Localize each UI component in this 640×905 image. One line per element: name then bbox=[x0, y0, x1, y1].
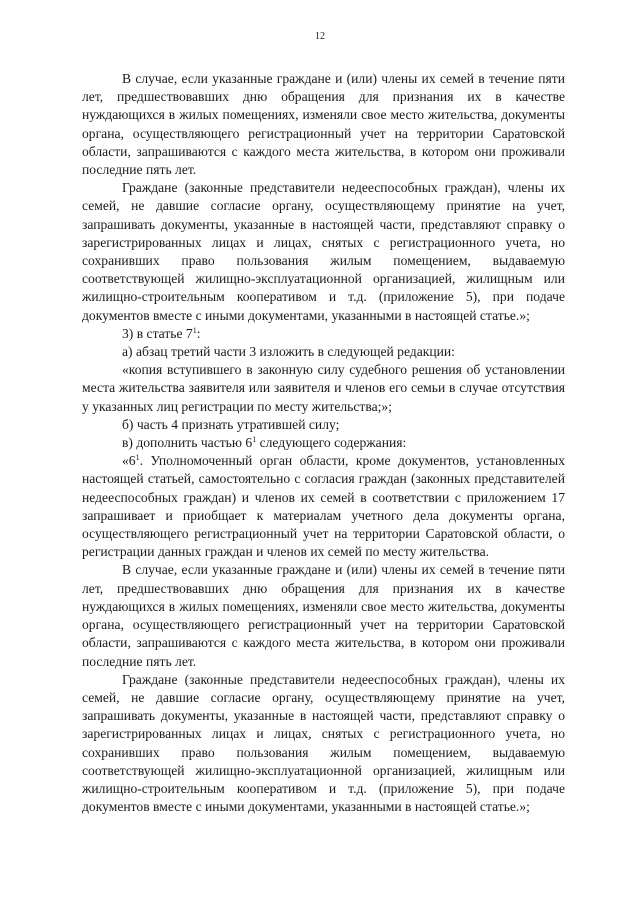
paragraph-1: В случае, если указанные граждане и (или) члены их семей в течение пяти лет, предшествовавших дню обращения для признания их в качестве нуждающихся в жилых помещениях, изменяли свое место жительства, документы органа, осуществляющего регистрационный учет на территории Саратовской области, запрашиваются с каждого места жительства, в котором они проживали последние пять лет. bbox=[82, 71, 565, 178]
paragraph-10: Граждане (законные представители недееспособных граждан), члены их семей, не давшие согласие органу, осуществляющему принятие на учет, запрашивать документы, указанные в настоящей части, представляют справку о зарегистрированных лицах и лицах, снятых с регистрационного учета, но сохранивших право пользования жилым помещением, выдаваемую соответствующей жилищно-эксплуатационной организацией, жилищным или жилищно-строительным кооперативом и т.д. (приложение 5), при подаче документов вместе с иными документами, указанными в настоящей статье.»; bbox=[82, 671, 565, 815]
document-body bbox=[82, 70, 565, 816]
paragraph-2: Граждане (законные представители недееспособных граждан), члены их семей, не давшие согласие органу, осуществляющему принятие на учет, запрашивать документы, указанные в настоящей части, представляют справку о зарегистрированных лицах и лицах, снятых с регистрационного учета, но сохранивших право пользования жилым помещением, выдаваемую соответствующей жилищно-эксплуатационной организацией, жилищным или жилищно-строительным кооперативом и т.д. (приложение 5), при подаче документов вместе с иными документами, указанными в настоящей статье.»; bbox=[82, 180, 565, 323]
paragraph-3: 3) в статье $7^1$: bbox=[122, 325, 201, 341]
paragraph-9: В случае, если указанные граждане и (или) члены их семей в течение пяти лет, предшествовавших дню обращения для признания их в качестве нуждающихся в жилых помещениях, изменяли свое место жительства, документы органа, осуществляющего регистрационный учет на территории Саратовской области, запрашиваются с каждого места жительства, в котором они проживали последние пять лет. bbox=[82, 562, 565, 669]
paragraph-8: «$6^1$. Уполномоченный орган области, кроме документов, установленных настоящей статьей, самостоятельно с согласия граждан (законных представителей недееспособных граждан) и членов их семей в соответствии с приложением 17 запрашивает и приобщает к материалам учетного дела документы органа, осуществляющего регистрационный учет на территории Саратовской области, о регистрации данных граждан и членов их семей по месту жительства. bbox=[82, 453, 565, 560]
page-number: 12 bbox=[315, 31, 325, 42]
paragraph-4: а) абзац третий части 3 изложить в следующей редакции: bbox=[122, 344, 455, 360]
paragraph-7: в) дополнить частью $6^1$ следующего содержания: bbox=[122, 435, 407, 451]
paragraph-5: «копия вступившего в законную силу судебного решения об установлении места жительства заявителя или заявителя и членов его семьи в случае отсутствия у указанных лиц регистрации по месту жительства;»; bbox=[82, 362, 565, 414]
paragraph-6: б) часть 4 признать утратившей силу; bbox=[122, 416, 340, 432]
